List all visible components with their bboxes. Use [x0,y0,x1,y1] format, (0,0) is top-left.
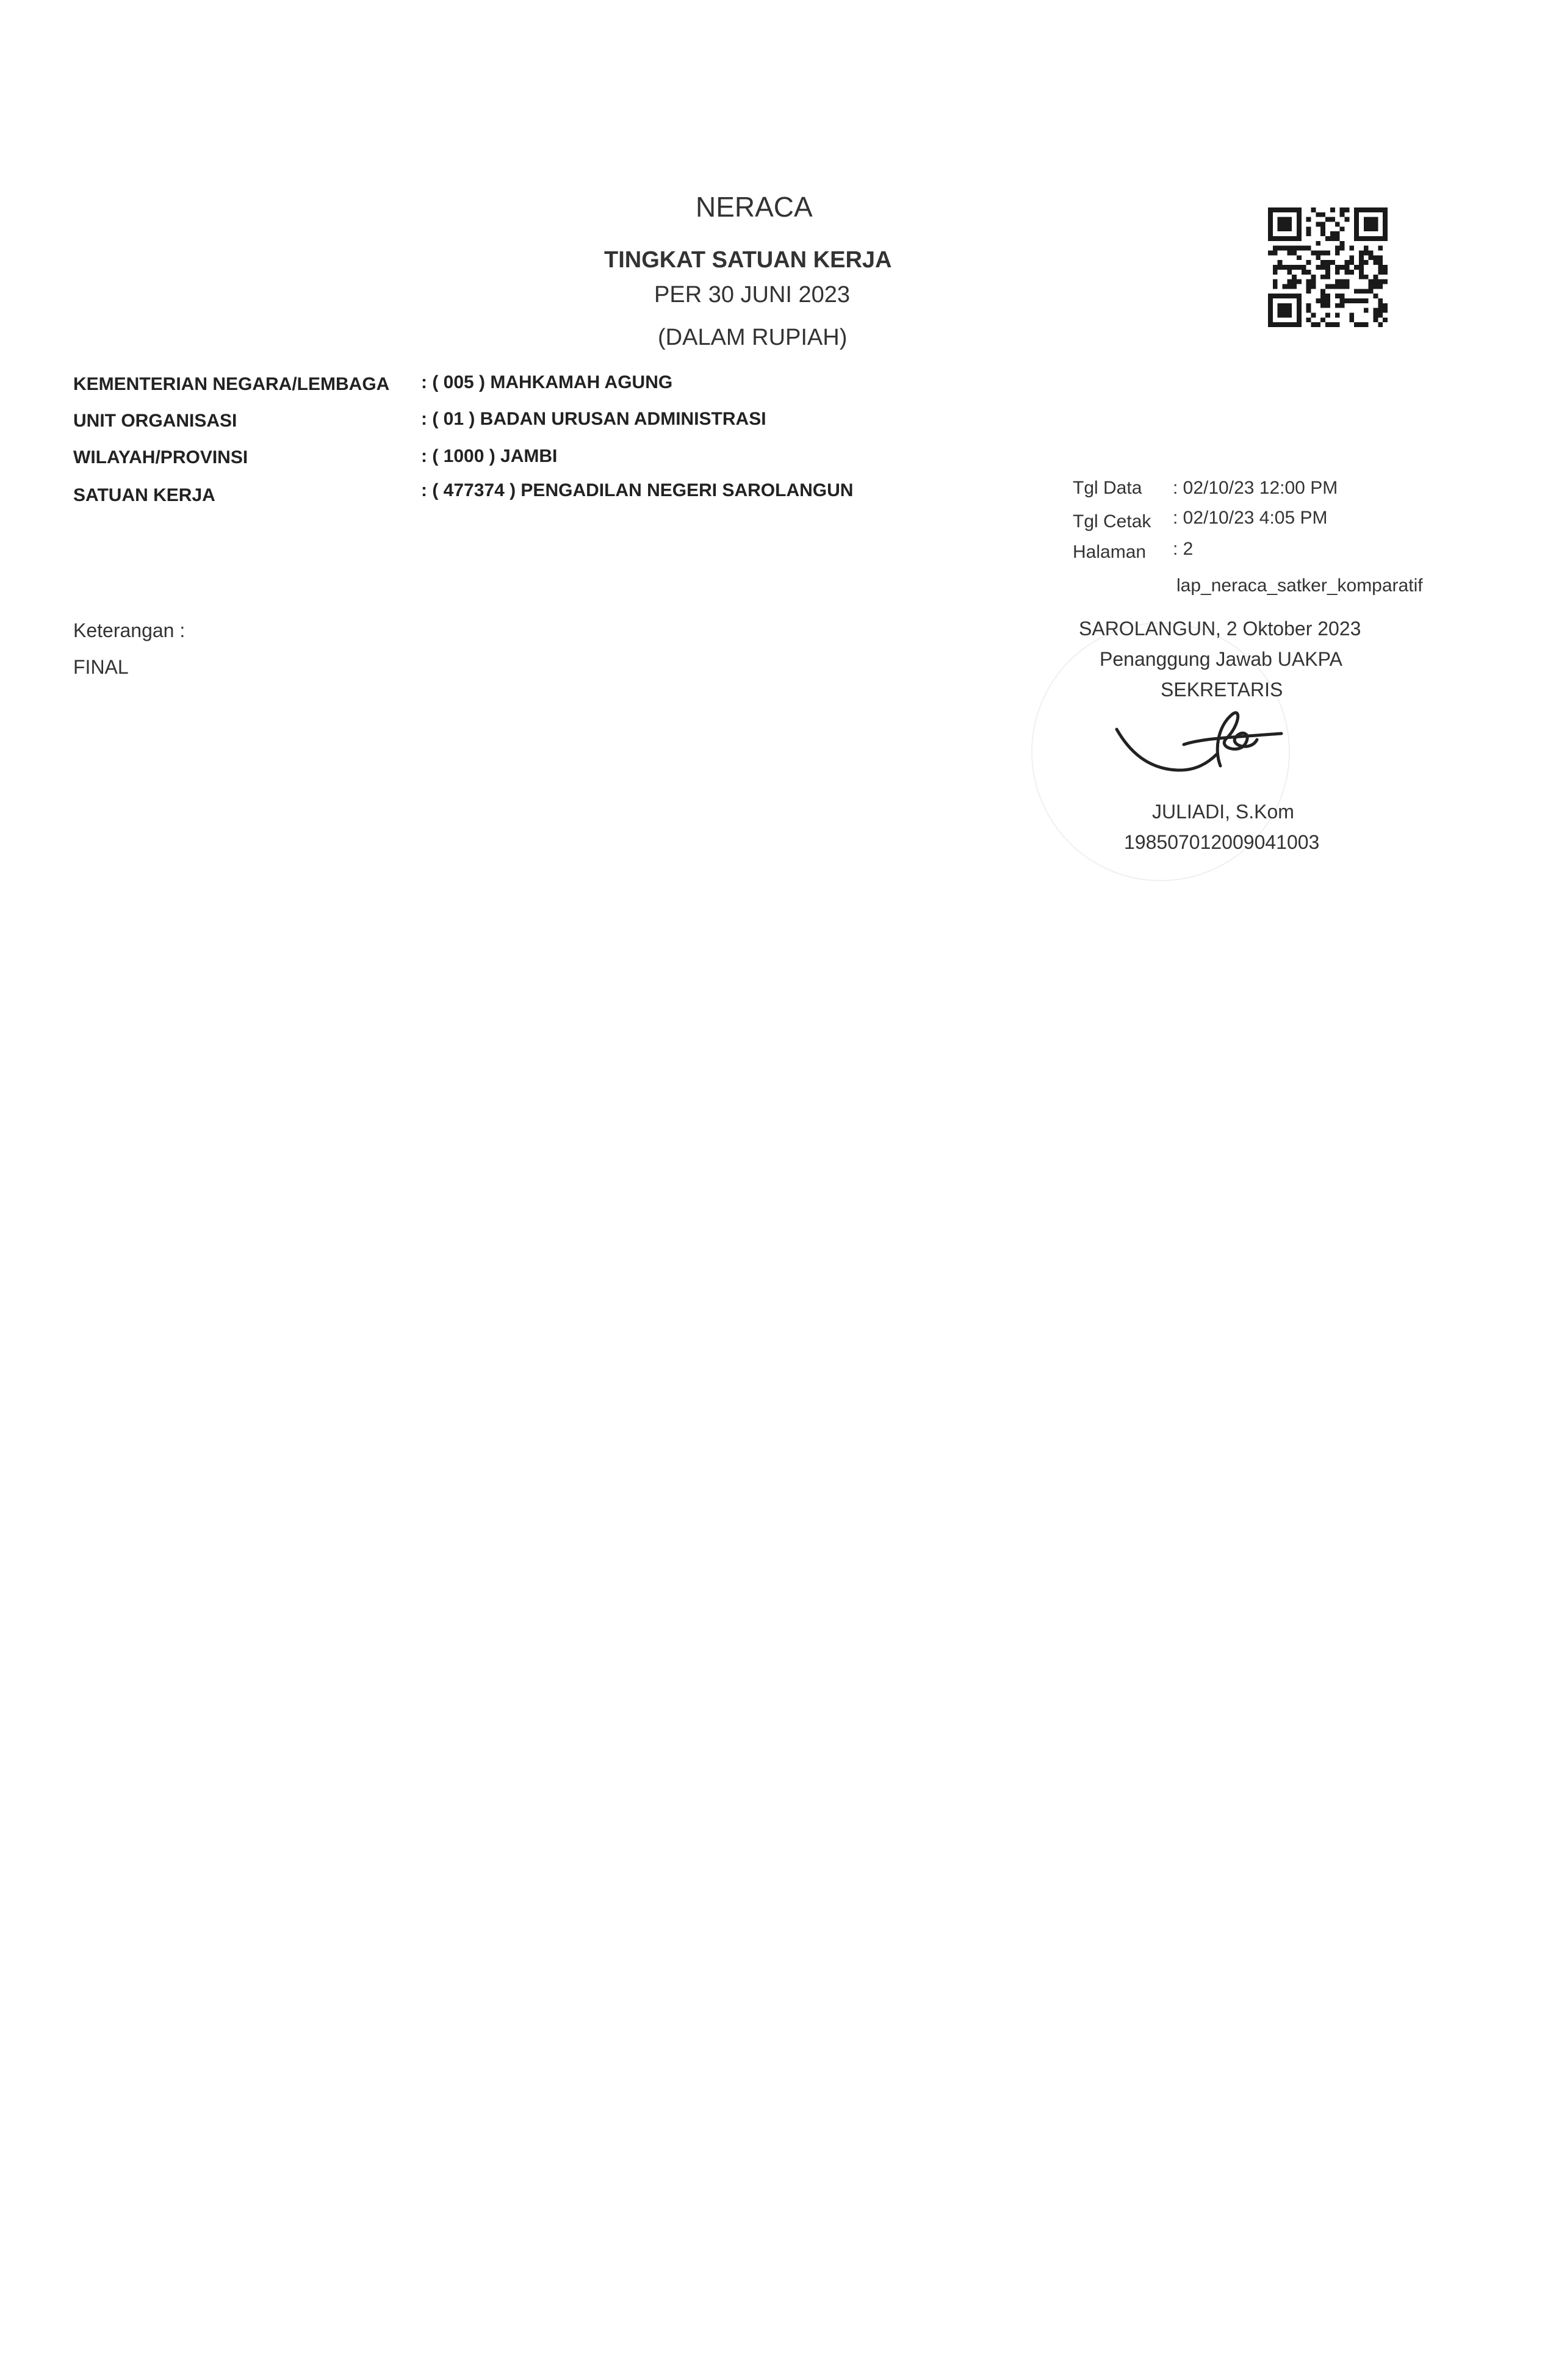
report-unit: (DALAM RUPIAH) [658,325,848,350]
sign-name: JULIADI, S.Kom [1152,801,1294,823]
sign-position: SEKRETARIS [1161,679,1283,701]
region-value: : ( 1000 ) JAMBI [421,446,558,466]
tgl-data-value: : 02/10/23 12:00 PM [1173,478,1338,498]
tgl-data-label: Tgl Data [1073,478,1142,498]
notes-value: FINAL [73,656,129,678]
handwritten-signature [1111,702,1294,787]
report-period: PER 30 JUNI 2023 [654,282,851,308]
tgl-cetak-label: Tgl Cetak [1073,511,1151,532]
ministry-value: : ( 005 ) MAHKAMAH AGUNG [421,372,673,392]
satker-label: SATUAN KERJA [73,485,215,505]
report-code: lap_neraca_satker_komparatif [1176,575,1423,596]
satker-value: : ( 477374 ) PENGADILAN NEGERI SAROLANGUN [421,480,854,500]
sign-place-date: SAROLANGUN, 2 Oktober 2023 [1079,618,1361,640]
tgl-cetak-value: : 02/10/23 4:05 PM [1173,508,1328,528]
sign-role: Penanggung Jawab UAKPA [1100,648,1342,670]
sign-nip: 198507012009041003 [1124,831,1320,853]
org-value: : ( 01 ) BADAN URUSAN ADMINISTRASI [421,409,766,429]
report-title: NERACA [696,191,813,223]
halaman-value: : 2 [1173,539,1194,559]
halaman-label: Halaman [1073,542,1147,562]
notes-label: Keterangan : [73,619,185,641]
ministry-label: KEMENTERIAN NEGARA/LEMBAGA [73,374,390,394]
region-label: WILAYAH/PROVINSI [73,447,248,467]
report-level: TINGKAT SATUAN KERJA [604,247,892,273]
qr-code-icon [1268,207,1388,327]
org-label: UNIT ORGANISASI [73,411,237,431]
